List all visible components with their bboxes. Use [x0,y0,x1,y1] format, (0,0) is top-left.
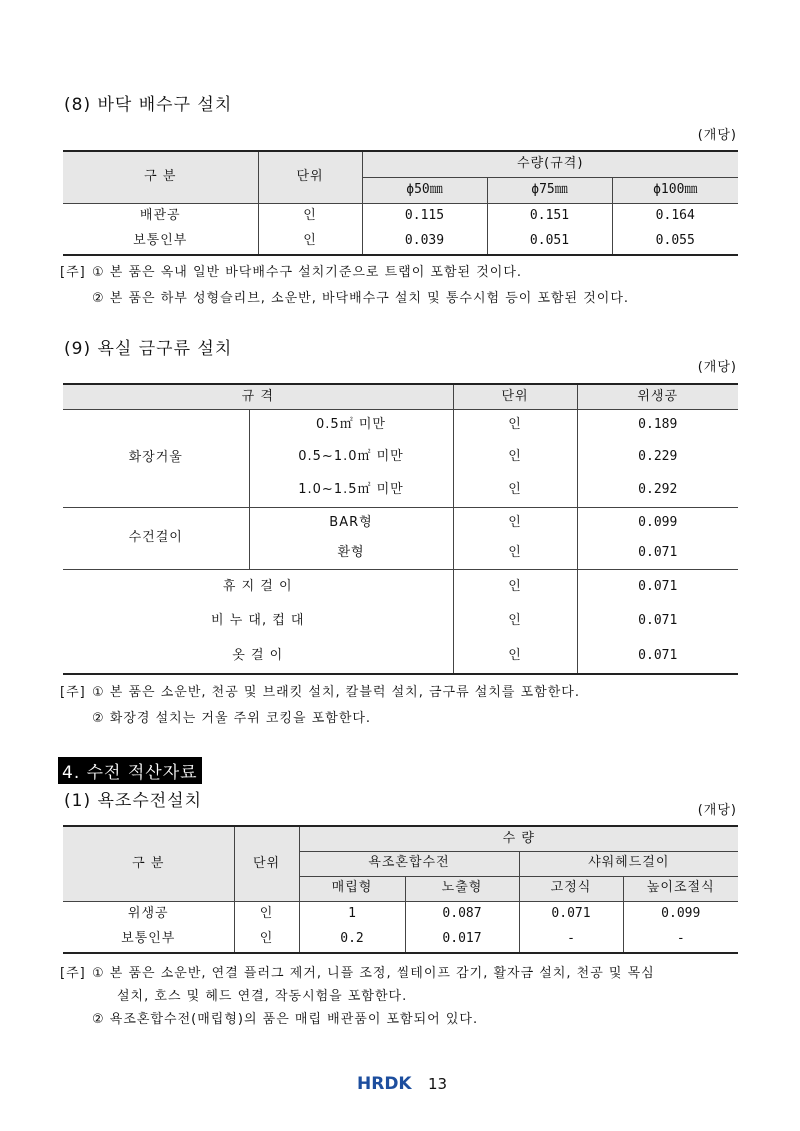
table-row [63,507,738,538]
note-2: ② 본 품은 하부 성형슬리브, 소운반, 바닥배수구 설치 및 통수시험 등이 포함된 것이다. [92,291,630,306]
note-2: ② 화장경 설치는 거울 주위 코킹을 포함한다. [92,711,372,726]
row-label: 배관공 [63,203,258,229]
table-row [63,639,738,674]
header-unit: 단위 [453,384,577,409]
header-exposed: 노출형 [405,876,519,901]
cell-value: 0.099 [638,514,678,530]
section-8-unit: (개당) [697,128,737,143]
table-row [63,901,738,927]
section-1-title: (1) 욕조수전설치 [64,791,203,811]
table-row [63,927,738,953]
floor-drain-table [63,150,738,256]
spec-label: BAR형 [249,507,453,538]
cell-value: 0.099 [661,906,701,922]
header-size-75: ϕ75㎜ [487,177,612,203]
cell-value: 0.071 [638,613,678,629]
cell-value: 0.087 [405,901,519,927]
cell-value: 0.2 [299,927,405,953]
towel-label: 수건걸이 [63,507,249,569]
spec-label: 환형 [249,538,453,569]
cell-value: 0.151 [487,203,612,229]
bathtub-faucet-table [63,825,738,954]
note-1: ① 본 품은 옥내 일반 바닥배수구 설치기준으로 트랩이 포함된 것이다. [92,265,523,280]
row-unit: 인 [258,229,362,255]
cell-value: 0.017 [405,927,519,953]
row-label: 비 누 대, 컵 대 [63,604,453,639]
spec-label: 0.5㎡ 미만 [316,417,386,433]
cell-value: 0.071 [638,545,678,561]
section-8-title: (8) 바닥 배수구 설치 [64,95,233,115]
note-1: ① 본 품은 소운반, 연결 플러그 제거, 니플 조정, 씰테이프 감기, 활자금 설치, 천공 및 목심 [92,966,655,981]
page-number: 13 [428,1075,448,1093]
note-prefix: [주] [60,265,86,280]
table-row [63,604,738,639]
cell-value: 0.292 [638,482,678,498]
cell-value: - [519,927,623,953]
row-unit: 인 [453,409,577,441]
row-unit: 인 [453,538,577,569]
note-prefix: [주] [60,966,86,981]
hrdk-logo: HRDK [357,1074,412,1094]
row-unit: 인 [453,441,577,474]
spec-label: 1.0~1.5㎡ 미만 [298,482,404,498]
header-quantity: 수량(규격) [362,151,738,177]
header-fixed: 고정식 [519,876,623,901]
row-unit: 인 [234,927,299,953]
cell-value: 0.071 [519,901,623,927]
note-1-cont: 설치, 호스 및 헤드 연결, 작동시험을 포함한다. [117,989,408,1004]
cell-value: 0.115 [362,203,487,229]
cell-value: - [676,931,685,947]
header-unit: 단위 [234,826,299,901]
header-adjustable: 높이조절식 [623,876,738,901]
header-gubun: 구 분 [63,151,258,203]
cell-value: 0.071 [638,647,678,663]
note-1: ① 본 품은 소운반, 천공 및 브래킷 설치, 칼블럭 설치, 금구류 설치를 포함한다. [92,685,580,700]
section-1-unit: (개당) [697,803,737,818]
cell-value: 1 [299,901,405,927]
row-unit: 인 [453,507,577,538]
section-9-title: (9) 욕실 금구류 설치 [64,339,233,359]
row-label: 위생공 [63,901,234,927]
header-spec: 규 격 [63,384,453,409]
header-embedded: 매립형 [299,876,405,901]
row-unit: 인 [453,604,577,639]
mirror-label: 화장거울 [63,409,249,507]
table-row [63,229,738,255]
cell-value: 0.055 [655,233,695,249]
section-9-unit: (개당) [697,360,737,375]
row-label: 보통인부 [63,229,258,255]
cell-value: 0.189 [638,417,678,433]
row-label: 옷 걸 이 [63,639,453,674]
cell-value: 0.051 [487,229,612,255]
row-unit: 인 [453,474,577,507]
note-prefix: [주] [60,685,86,700]
row-label: 휴 지 걸 이 [63,569,453,604]
row-label: 보통인부 [63,927,234,953]
header-quantity: 수 량 [299,826,738,851]
header-shower-holder: 샤워헤드걸이 [519,851,738,876]
cell-value: 0.071 [638,578,678,594]
header-size-50: ϕ50㎜ [362,177,487,203]
cell-value: 0.164 [655,208,695,224]
table-row [63,203,738,229]
header-plumber: 위생공 [577,384,738,409]
table-row [63,569,738,604]
row-unit: 인 [234,901,299,927]
cell-value: 0.039 [362,229,487,255]
table-row [63,409,738,441]
section-4-title: 4. 수전 적산자료 [58,757,202,784]
header-gubun: 구 분 [63,826,234,901]
note-2: ② 욕조혼합수전(매립형)의 품은 매립 배관품이 포함되어 있다. [92,1012,479,1027]
row-unit: 인 [453,569,577,604]
row-unit: 인 [258,203,362,229]
cell-value: 0.229 [638,449,678,465]
header-size-100: ϕ100㎜ [612,177,738,203]
row-unit: 인 [453,639,577,674]
header-bath-mixer: 욕조혼합수전 [299,851,519,876]
bathroom-fixtures-table [63,383,738,675]
spec-label: 0.5~1.0㎡ 미만 [298,449,404,465]
header-unit: 단위 [258,151,362,203]
